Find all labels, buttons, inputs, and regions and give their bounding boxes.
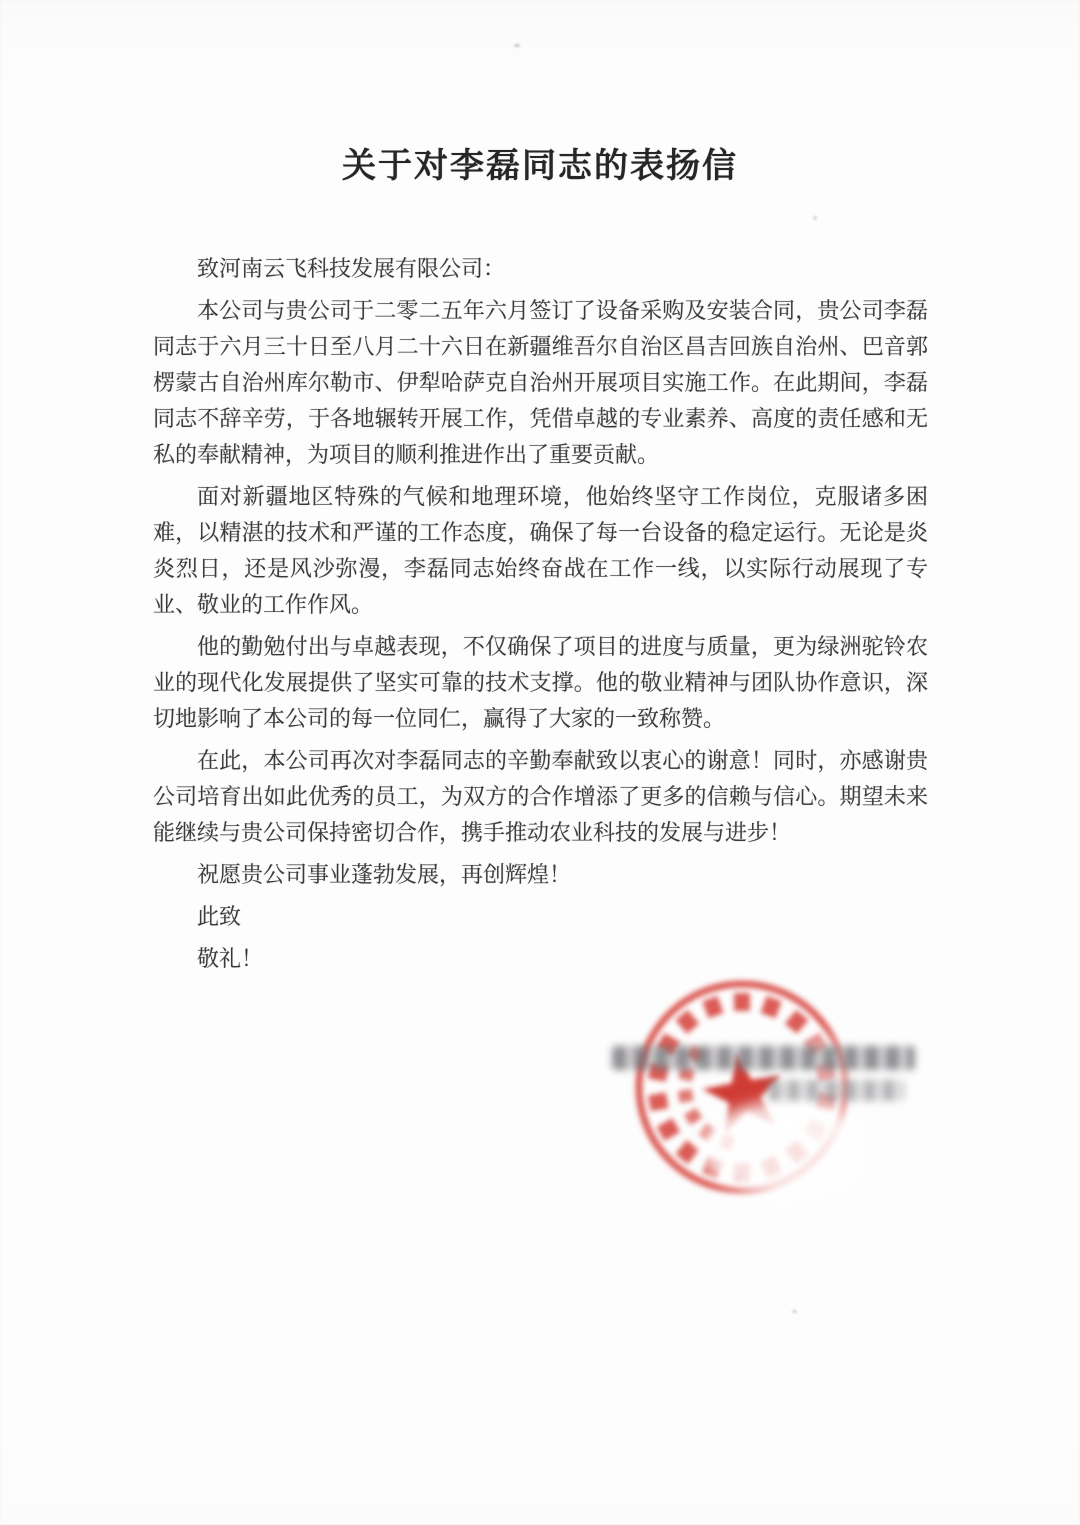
scan-speck: [514, 44, 520, 47]
salutation: 致河南云飞科技发展有限公司：: [197, 256, 506, 281]
paragraph-3: 他的勤勉付出与卓越表现，不仅确保了项目的进度与质量，更为绿洲驼铃农业的现代化发展提供了坚实可靠的技术支撑。他的敬业精神与团队协作意识，深切地影响了本公司的每一位同仁，赢得了大家的一致称赞。: [153, 634, 928, 731]
closing-cizhi: 此致: [197, 904, 242, 929]
paragraph-1: 本公司与贵公司于二零二五年六月签订了设备采购及安装合同，贵公司李磊同志于六月三十日至八月二十六日在新疆维吾尔自治区昌吉回族自治州、巴音郭楞蒙古自治州库尔勒市、伊犁哈萨克自治州开展项目实施工作。在此期间，李磊同志不辞辛劳，于各地辗转开展工作，凭借卓越的专业素养、高度的责任感和无私的奉献精神，为项目的顺利推进作出了重要贡献。: [153, 298, 928, 467]
paragraph-4: 在此，本公司再次对李磊同志的辛勤奉献致以衷心的谢意！同时，亦感谢贵公司培育出如此优秀的员工，为双方的合作增添了更多的信赖与信心。期望未来能继续与贵公司保持密切合作，携手推动农业科技的发展与进步！: [153, 748, 928, 845]
blurred-company-name-line: [612, 1046, 915, 1070]
letter-title: 关于对李磊同志的表扬信: [342, 147, 738, 185]
letter-body: [153, 251, 928, 977]
scan-speck: [792, 1310, 797, 1313]
blurred-date-line: [768, 1080, 904, 1101]
closing-jingli: 敬礼！: [197, 946, 264, 971]
paragraph-2: 面对新疆地区特殊的气候和地理环境，他始终坚守工作岗位，克服诸多困难，以精湛的技术和严谨的工作态度，确保了每一台设备的稳定运行。无论是炎炎烈日，还是风沙弥漫，李磊同志始终奋战在工作一线，以实际行动展现了专业、敬业的工作作风。: [153, 484, 928, 617]
scan-speck: [813, 216, 817, 220]
paragraph-5-wish: 祝愿贵公司事业蓬勃发展，再创辉煌！: [197, 862, 572, 887]
